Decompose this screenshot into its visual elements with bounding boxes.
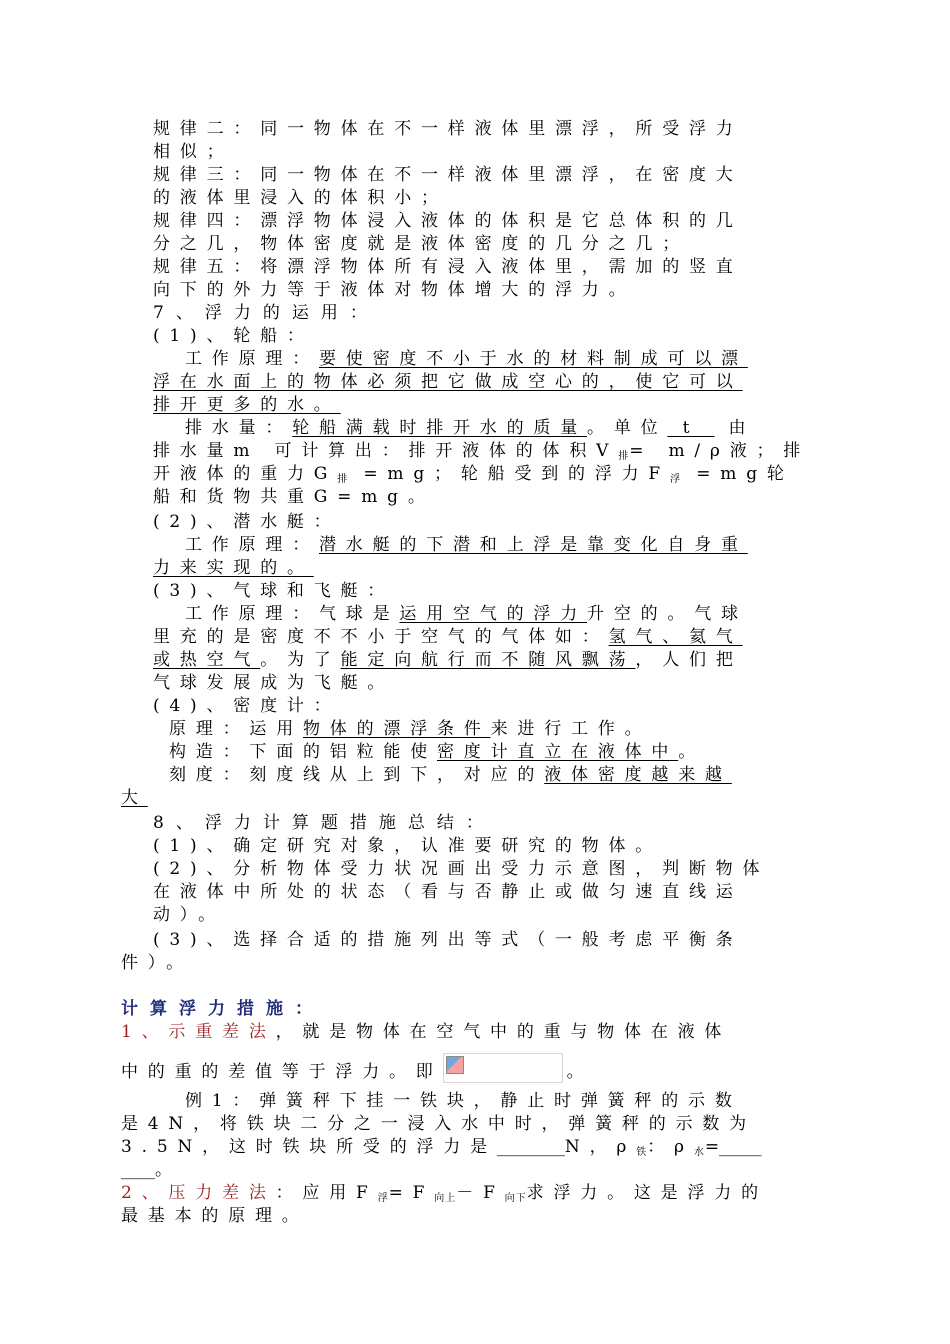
balloon-line-1 (185, 603, 748, 625)
example-1-line-2: 是4N，将铁块二分之一浸入水中时，弹簧秤的示数为 (121, 1114, 756, 1134)
balloon-line-3 (153, 649, 743, 671)
subscript-water: 水 (693, 1147, 705, 1158)
rule-2-line-2: 相似； (153, 142, 234, 162)
submarine-principle-text: 潜水艇的下潜和上浮是靠变化自身重 (319, 535, 748, 555)
volume-formula: = m/ρ液；排 (629, 441, 811, 461)
hydrometer-principle (169, 718, 651, 740)
method-2-text-2: 求浮力。这是浮力的 (526, 1183, 768, 1203)
balloon-title: (3)、气球和飞艇： (153, 581, 395, 601)
subscript-pai: 排 (618, 451, 630, 462)
method-2-label: 2、压力差法 (121, 1183, 276, 1203)
method-1-end: 。 (566, 1062, 594, 1082)
hydrometer-principle-prefix: 原理：运用 (169, 719, 303, 739)
step-3-line-2: 件）。 (121, 953, 193, 973)
method-2-line-2: 最基本的原理。 (121, 1206, 309, 1226)
submarine-principle-line-2: 力来实现的。 (153, 558, 314, 578)
hydrometer-principle-key: 物体的漂浮条件 (303, 719, 491, 739)
hydrometer-structure-key: 密度计直立在液体中 (437, 742, 679, 762)
balloon-principle-key: 运用空气的浮力 (399, 604, 588, 624)
method-2-minus: －F (456, 1183, 505, 1203)
balloon-purpose-prefix: 。为了 (260, 650, 341, 670)
submarine-principle-line-1 (185, 534, 748, 556)
method-1-label: 1、示重差法 (121, 1022, 276, 1042)
step-1: (1)、确定研究对象，认准要研究的物体。 (153, 836, 663, 856)
submarine-principle-label: 工作原理： (185, 535, 319, 555)
rule-5-line-1: 规律五：将漂浮物体所有浸入液体里，需加的竖直 (153, 257, 743, 277)
hydrometer-scale-line-1 (169, 764, 732, 786)
rule-4-line-1: 规律四：漂浮物体浸入液体的体积是它总体积的几 (153, 211, 743, 231)
buoyancy-text: =mg；轮船受到的浮力F (348, 464, 671, 484)
weight-text: 开液体的重力G (153, 464, 338, 484)
hydrometer-principle-suffix: 来进行工作。 (490, 719, 652, 739)
step-2-line-3: 动）。 (153, 905, 225, 925)
section-7-title: 7、浮力的运用： (153, 303, 379, 323)
unit-value: t (667, 418, 715, 438)
method-1-line-2 (121, 1053, 593, 1083)
step-3-line-1: (3)、选择合适的措施列出等式（一般考虑平衡条 (153, 930, 743, 950)
calc-heading: 计算浮力措施： (121, 999, 324, 1019)
balloon-purpose-suffix: ，人们把 (635, 650, 743, 670)
method-1-text: ，就是物体在空气中的重与物体在液体 (275, 1022, 732, 1042)
example-1-rho-iron: N，ρ (564, 1137, 637, 1157)
ship-principle-label: 工作原理： (185, 349, 319, 369)
balloon-gas-examples: 氢气、氦气 (608, 627, 743, 647)
example-1-rho-water: ：ρ (647, 1137, 694, 1157)
ship-principle-line-2: 浮在水面上的物体必须把它做成空心的，使它可以 (153, 372, 743, 392)
displacement-label: 排水量： (185, 418, 293, 438)
submarine-title: (2)、潜水艇： (153, 512, 341, 532)
answer-blank-ratio: =_____ (704, 1137, 762, 1157)
answer-blank-buoyancy: ________ (496, 1137, 565, 1157)
buoyancy-formula: =mg轮 (681, 464, 794, 484)
volume-text: 排水量m 可计算出：排开液体的体积V (153, 441, 619, 461)
hydrometer-structure (169, 741, 705, 763)
balloon-line-4: 气球发展成为飞艇。 (153, 673, 395, 693)
displacement-line-1 (185, 417, 755, 439)
step-2-line-2: 在液体中所处的状态（看与否静止或做匀速直线运 (153, 882, 743, 902)
ship-title: (1)、轮船： (153, 326, 314, 346)
ship-principle-line-1 (185, 348, 748, 370)
balloon-principle-prefix: 工作原理：气球是 (185, 604, 400, 624)
subscript-iron: 铁 (636, 1147, 648, 1158)
step-2-line-1: (2)、分析物体受力状况画出受力示意图，判断物体 (153, 859, 770, 879)
hydrometer-structure-suffix: 。 (678, 742, 706, 762)
method-2-text: ：应用F (275, 1183, 378, 1203)
rule-4-line-2: 分之几，物体密度就是液体密度的几分之几； (153, 234, 689, 254)
method-1-text-2: 中的重的差值等于浮力。即 (121, 1062, 443, 1082)
example-1-question: 3.5N，这时铁块所受的浮力是 (121, 1137, 497, 1157)
hydrometer-scale-prefix: 刻度：刻度线从上到下，对应的 (169, 765, 545, 785)
hydrometer-structure-prefix: 构造：下面的铝粒能使 (169, 742, 437, 762)
ship-principle-text: 要使密度不小于水的材料制成可以漂 (319, 349, 748, 369)
answer-blank-ratio-2: ____。 (121, 1160, 172, 1180)
method-2-eq: =F (388, 1183, 435, 1203)
balloon-line-2 (153, 626, 743, 648)
balloon-purpose: 能定向航行而不随风飘荡 (340, 650, 636, 670)
hydrometer-title: (4)、密度计： (153, 696, 341, 716)
rule-3-line-2: 的液体里浸入的体积小； (153, 188, 448, 208)
subscript-up: 向上 (434, 1193, 457, 1204)
balloon-gas-text: 里充的是密度不不小于空气的气体如： (153, 627, 609, 647)
subscript-pai-2: 排 (337, 474, 349, 485)
rule-3-line-1: 规律三：同一物体在不一样液体里漂浮，在密度大 (153, 165, 743, 185)
example-1-line-3 (121, 1136, 762, 1164)
example-1-line-4 (121, 1159, 200, 1181)
subscript-down: 向下 (504, 1193, 527, 1204)
hydrometer-scale-key: 液体密度越来越 (544, 765, 732, 785)
example-1-line-1: 例1：弹簧秤下挂一铁块，静止时弹簧秤的示数 (185, 1091, 742, 1111)
balloon-principle-suffix: 升空的。气球 (587, 604, 748, 624)
unit-label: 。单位 (587, 418, 668, 438)
balloon-hot-air: 或热空气 (153, 650, 261, 670)
ship-principle-line-3: 排开更多的水。 (153, 395, 341, 415)
displacement-from: 由 (728, 418, 756, 438)
subscript-fu-2: 浮 (377, 1193, 389, 1204)
section-8-title: 8、浮力计算题措施总结： (153, 813, 495, 833)
rule-2-line-1: 规律二：同一物体在不一样液体里漂浮，所受浮力 (153, 119, 743, 139)
rule-5-line-2: 向下的外力等于液体对物体增大的浮力。 (153, 280, 636, 300)
displacement-definition: 轮船满载时排开水的质量 (292, 418, 588, 438)
displacement-line-4: 船和货物共重G=mg。 (153, 487, 435, 507)
method-1-line-1 (121, 1021, 731, 1043)
formula-image (443, 1053, 563, 1083)
hydrometer-scale-line-2: 大 (121, 788, 148, 808)
subscript-fu: 浮 (670, 474, 682, 485)
broken-image-icon (446, 1056, 464, 1074)
